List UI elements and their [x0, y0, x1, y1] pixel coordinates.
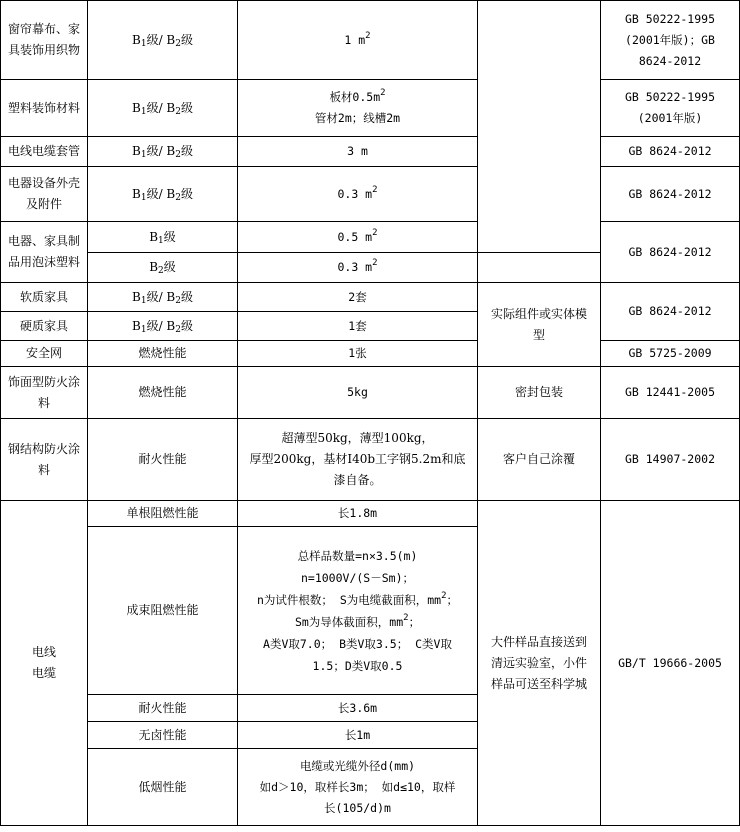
grade-cell: 无卤性能 — [88, 722, 238, 749]
prep-cell: 密封包装 — [478, 367, 601, 419]
grade-cell: $B_1$级/ $B_2$级 — [88, 167, 238, 222]
grade-cell: 燃烧性能 — [88, 367, 238, 419]
qty-cell: 5kg — [238, 367, 478, 419]
std-cell: GB 8624-2012 — [601, 137, 740, 167]
prep-cell — [478, 253, 601, 283]
prep-cell: 客户自己涂覆 — [478, 419, 601, 501]
qty-cell: 2套 — [238, 283, 478, 312]
qty-cell: 0.3 $m^2$ — [238, 253, 478, 283]
table-row — [1, 137, 740, 167]
item-cell: 硬质家具 — [1, 312, 88, 341]
grade-cell: $B_1$级/ $B_2$级 — [88, 312, 238, 341]
std-cell: GB 50222-1995 (2001年版)；GB 8624-2012 — [601, 1, 740, 80]
std-cell: GB 12441-2005 — [601, 367, 740, 419]
qty-cell: 长1.8m — [238, 501, 478, 527]
std-cell: GB 8624-2012 — [601, 167, 740, 222]
std-cell: GB 5725-2009 — [601, 341, 740, 367]
grade-cell: $B_2$级 — [88, 253, 238, 283]
grade-cell: $B_1$级 — [88, 222, 238, 253]
qty-cell: 0.5 $m^2$ — [238, 222, 478, 253]
std-cell: GB 8624-2012 — [601, 283, 740, 341]
qty-cell: 0.3 $m^2$ — [238, 167, 478, 222]
item-cell: 饰面型防火涂 料 — [1, 367, 88, 419]
table-row — [1, 283, 740, 312]
item-cell: 电线电缆套管 — [1, 137, 88, 167]
std-cell: GB/T 19666-2005 — [601, 501, 740, 826]
table-row — [1, 367, 740, 419]
prep-cell: 大件样品直接送到 清远实验室，小件 样品可送至科学城 — [478, 501, 601, 826]
table-row — [1, 1, 740, 80]
item-cell: 窗帘幕布、家 具装饰用织物 — [1, 1, 88, 80]
grade-cell: $B_1$级/ $B_2$级 — [88, 80, 238, 137]
qty-cell: 1张 — [238, 341, 478, 367]
item-cell: 电器、家具制 品用泡沫塑料 — [1, 222, 88, 283]
grade-cell: 单根阻燃性能 — [88, 501, 238, 527]
item-cell: 电线 电缆 — [1, 501, 88, 826]
qty-cell: 1 $m^2$ — [238, 1, 478, 80]
table-row — [1, 341, 740, 367]
qty-cell: 板材$0.5m^2$ 管材2m；线槽2m — [238, 80, 478, 137]
table-row — [1, 167, 740, 222]
qty-cell: 长1m — [238, 722, 478, 749]
grade-cell: 耐火性能 — [88, 695, 238, 722]
qty-cell: 3 m — [238, 137, 478, 167]
prep-cell — [478, 1, 601, 253]
grade-cell: 成束阻燃性能 — [88, 527, 238, 695]
prep-cell: 实际组件或实体模 型 — [478, 283, 601, 367]
std-cell: GB 14907-2002 — [601, 419, 740, 501]
grade-cell: 低烟性能 — [88, 749, 238, 826]
item-cell: 软质家具 — [1, 283, 88, 312]
item-cell: 塑料装饰材料 — [1, 80, 88, 137]
qty-cell: 1套 — [238, 312, 478, 341]
grade-cell: 燃烧性能 — [88, 341, 238, 367]
grade-cell: $B_1$级/ $B_2$级 — [88, 1, 238, 80]
qty-cell: 总样品数量=n×3.5(m) n=1000V/(S－Sm)； n为试件根数； S为电缆截面积，$mm^2$； Sm为导体截面积，$mm^2$； A类V取7.0； B类V取3.5； C类V取 1.5；D类V取0.5 — [238, 527, 478, 695]
qty-cell: 电缆或光缆外径d(mm) 如d＞10，取样长3m； 如d≤10，取样 长(105/d)m — [238, 749, 478, 826]
qty-cell: 超薄型50kg，薄型100kg， 厚型200kg，基材I40b工字钢5.2m和底 漆自备。 — [238, 419, 478, 501]
table-row — [1, 222, 740, 253]
table-row — [1, 419, 740, 501]
item-cell: 电器设备外壳 及附件 — [1, 167, 88, 222]
item-cell: 钢结构防火涂 料 — [1, 419, 88, 501]
grade-cell: $B_1$级/ $B_2$级 — [88, 137, 238, 167]
qty-cell: 长3.6m — [238, 695, 478, 722]
grade-cell: $B_1$级/ $B_2$级 — [88, 283, 238, 312]
std-cell: GB 8624-2012 — [601, 222, 740, 283]
grade-cell: 耐火性能 — [88, 419, 238, 501]
table-row — [1, 501, 740, 527]
std-cell: GB 50222-1995 (2001年版) — [601, 80, 740, 137]
table-row — [1, 80, 740, 137]
item-cell: 安全网 — [1, 341, 88, 367]
